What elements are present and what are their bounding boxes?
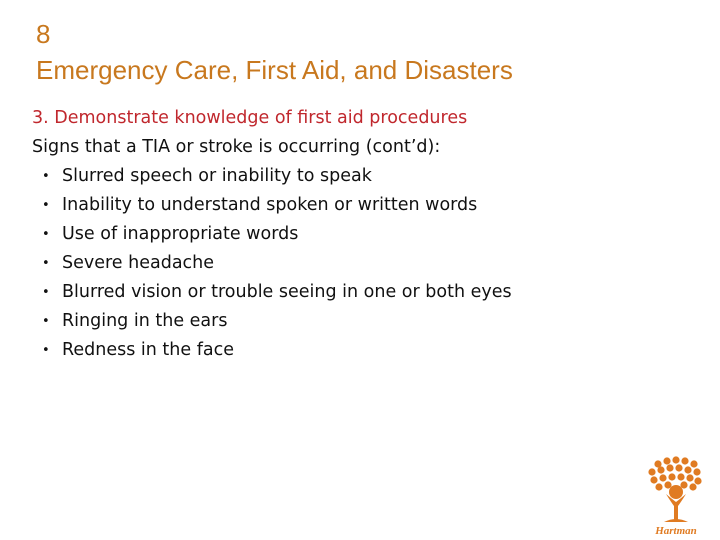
bullet-icon: • — [42, 227, 50, 242]
list-item — [32, 249, 692, 278]
bullet-icon: • — [42, 343, 50, 358]
list-item — [32, 336, 692, 365]
bullet-icon: • — [42, 256, 50, 271]
learning-objective: 3. Demonstrate knowledge of first aid procedures — [32, 108, 468, 128]
list-item — [32, 162, 692, 191]
hartman-logo — [636, 452, 716, 538]
list-item — [32, 191, 692, 220]
list-item-text: Redness in the face — [62, 340, 234, 360]
slide-content — [32, 104, 692, 365]
logo-text: Hartman — [655, 525, 697, 537]
list-item — [32, 220, 692, 249]
bullet-icon: • — [42, 198, 50, 213]
chapter-title: Emergency Care, First Aid, and Disasters — [36, 55, 513, 85]
list-item-text: Use of inappropriate words — [62, 224, 299, 244]
symptom-list — [32, 162, 692, 365]
bullet-icon: • — [42, 314, 50, 329]
list-item-text: Severe headache — [62, 253, 215, 273]
bullet-icon: • — [42, 285, 50, 300]
list-item — [32, 278, 692, 307]
chapter-number: 8 — [36, 19, 51, 49]
heart-tree-icon — [648, 456, 701, 522]
intro-text: Signs that a TIA or stroke is occurring (cont’d): — [32, 137, 441, 157]
list-item-text: Inability to understand spoken or written words — [62, 195, 478, 215]
list-item-text: Blurred vision or trouble seeing in one or both eyes — [62, 282, 512, 302]
list-item-text: Ringing in the ears — [62, 311, 228, 331]
bullet-icon: • — [42, 169, 50, 184]
slide-title — [36, 16, 513, 88]
list-item-text: Slurred speech or inability to speak — [62, 166, 372, 186]
list-item — [32, 307, 692, 336]
